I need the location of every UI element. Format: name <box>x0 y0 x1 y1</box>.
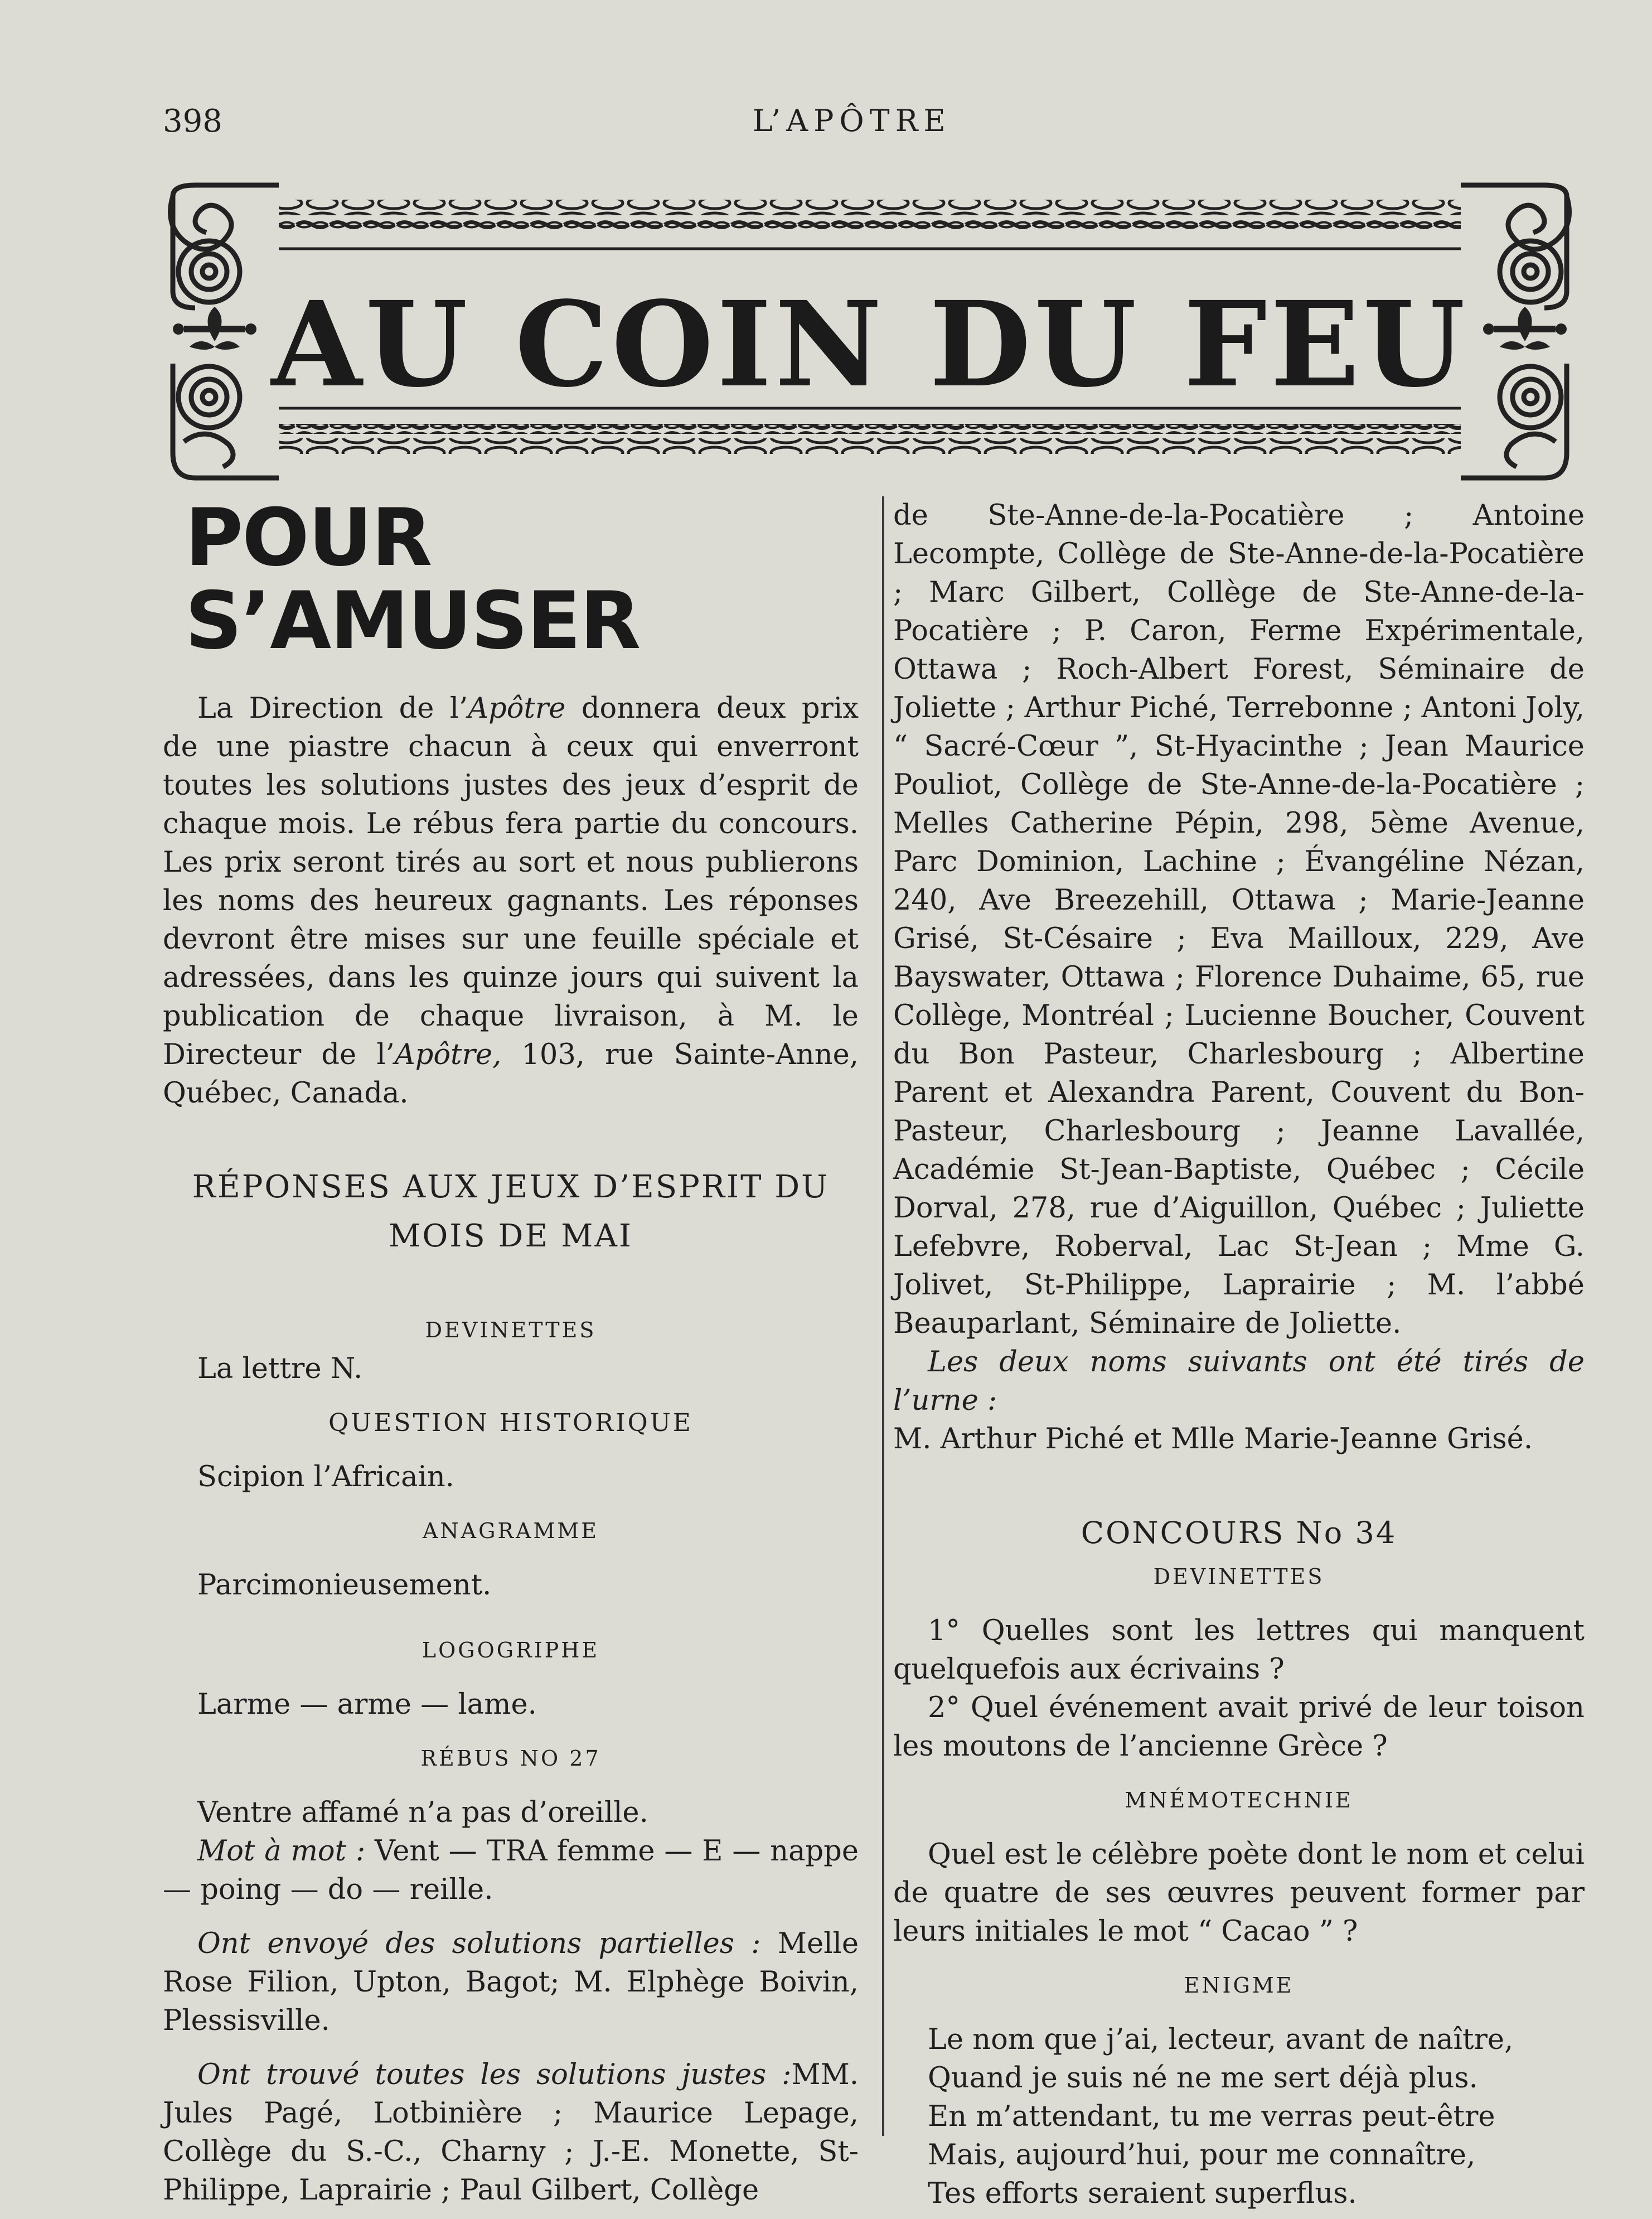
devinettes-label: DEVINETTES <box>425 1318 597 1343</box>
section-heading: POUR S’AMUSER <box>185 492 640 668</box>
banner-title: AU COIN DU FEU <box>271 275 1469 413</box>
devinettes-answer: La lettre N. <box>197 1352 363 1386</box>
anagramme-answer: Parcimonieusement. <box>197 1569 492 1602</box>
left-column <box>163 492 859 2210</box>
verse-line: En m’attendant, tu me verras peut-être <box>928 2100 1495 2133</box>
draw-label: Les deux noms suivants ont été tirés de l’urne : <box>893 1346 1585 1417</box>
verse-line: Quand je suis né ne me sert déjà plus. <box>928 2062 1478 2095</box>
question-label: QUESTION HISTORIQUE <box>328 1409 693 1438</box>
verse-line: Tes efforts seraient superflus. <box>928 2177 1357 2210</box>
concours-title: CONCOURS No 34 <box>1081 1515 1397 1550</box>
page-number: 398 <box>163 103 222 139</box>
mnemo-question: Quel est le célèbre poète dont le nom et celui de quatre de ses œuvres peuvent former par leurs initiales le mot “ Cacao ” ? <box>893 1838 1585 1948</box>
intro-paragraph: La Direction de l’Apôtre donnera deux prix de une piastre chacun à ceux qui enverront toutes les solutions justes des jeux d’esprit de chaque mois. Le rébus fera partie du concours. Les prix seront tirés au sort et nous publierons les noms des heureux gagnants. Les réponses devront être mises sur une feuille spéciale et adressées, dans les quinze jours qui suivent la publication de chaque livraison, à M. le Directeur de l’Apôtre, 103, rue Sainte-Anne, Québec, Canada. <box>163 692 859 1110</box>
full-solutions: Ont trouvé toutes les solutions justes :MM. Jules Pagé, Lotbinière ; Maurice Lepage, Collège du S.-C., Charny ; J.-E. Monette, St-Philippe, Laprairie ; Paul Gilbert, Collège <box>163 2058 859 2207</box>
draw-winners: M. Arthur Piché et Mlle Marie-Jeanne Grisé. <box>893 1423 1533 1456</box>
partial-solutions: Ont envoyé des solutions partielles : Melle Rose Filion, Upton, Bagot; M. Elphège Boivin, Plessisville. <box>163 1927 859 2038</box>
enigme-verse <box>893 2020 1585 2213</box>
logogriphe-label: LOGOGRIPHE <box>422 1638 600 1663</box>
column-divider <box>882 496 884 2136</box>
mot-a-mot: Mot à mot : Vent — TRA femme — E — nappe — poing — do — reille. <box>163 1835 859 1907</box>
mnemo-label: MNÉMOTECHNIE <box>1125 1788 1353 1812</box>
answers-title: RÉPONSES AUX JEUX D’ESPRIT DU MOIS DE MAI <box>192 1169 830 1255</box>
anagramme-label: ANAGRAMME <box>422 1519 599 1544</box>
question-answer: Scipion l’Africain. <box>197 1461 454 1494</box>
rebus-answer: Ventre affamé n’a pas d’oreille. <box>197 1796 648 1830</box>
concours-devinettes-label: DEVINETTES <box>1153 1564 1325 1589</box>
enigme-label: ENIGME <box>1184 1973 1294 1998</box>
logogriphe-answer: Larme — arme — lame. <box>197 1688 537 1722</box>
right-column <box>893 496 1585 2213</box>
running-title: L’APÔTRE <box>753 103 951 138</box>
verse-line: Mais, aujourd’hui, pour me connaître, <box>928 2139 1476 2172</box>
rebus-label: RÉBUS NO 27 <box>420 1746 601 1771</box>
verse-line: Le nom que j’ai, lecteur, avant de naître, <box>928 2023 1514 2056</box>
winners-list: de Ste-Anne-de-la-Pocatière ; Antoine Lecompte, Collège de Ste-Anne-de-la-Pocatière ; Marc Gilbert, Collège de Ste-Anne-de-la-Pocatière ; P. Caron, Ferme Expérimentale, Ottawa ; Roch-Albert Forest, Séminaire de Joliette ; Arthur Piché, Terrebonne ; Antoni Joly, “ Sacré-Cœur ”, St-Hyacinthe ; Jean Maurice Pouliot, Collège de Ste-Anne-de-la-Pocatière ; Melles Catherine Pépin, 298, 5ème Avenue, Parc Dominion, Lachine ; Évangéline Nézan, 240, Ave Breezehill, Ottawa ; Marie-Jeanne Grisé, St-Césaire ; Eva Mailloux, 229, Ave Bayswater, Ottawa ; Florence Duhaime, 65, rue Collège, Montréal ; Lucienne Boucher, Couvent du Bon Pasteur, Charlesbourg ; Albertine Parent et Alexandra Parent, Couvent du Bon-Pasteur, Charlesbourg ; Jeanne Lavallée, Académie St-Jean-Baptiste, Québec ; Cécile Dorval, 278, rue d’Aiguillon, Québec ; Juliette Lefebvre, Roberval, Lac St-Jean ; Mme G. Jolivet, St-Philippe, Laprairie ; M. l’abbé Beauparlant, Séminaire de Joliette. <box>893 499 1585 1340</box>
ornamental-banner <box>162 180 1578 484</box>
question-1: 1° Quelles sont les lettres qui manquent quelquefois aux écrivains ? <box>893 1614 1585 1686</box>
question-2: 2° Quel événement avait privé de leur toison les moutons de l’ancienne Grèce ? <box>893 1691 1585 1763</box>
